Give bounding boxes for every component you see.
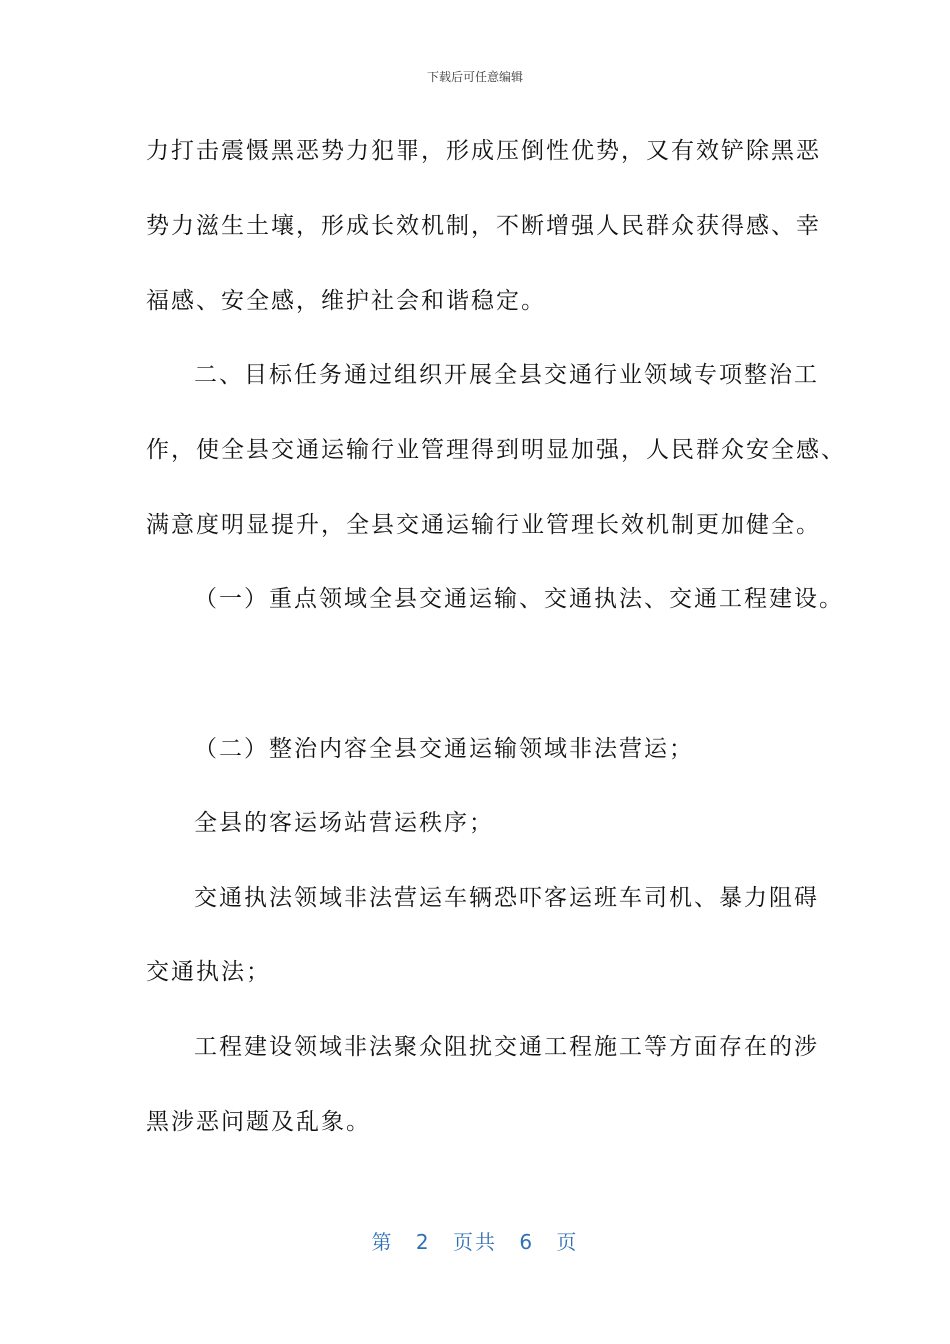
body-line-12: 工程建设领域非法聚众阻扰交通工程施工等方面存在的涉 — [194, 1034, 819, 1060]
body-line-9: 全县的客运场站营运秩序； — [194, 810, 494, 836]
body-line-13: 黑涉恶问题及乱象。 — [146, 1109, 371, 1135]
body-line-10: 交通执法领域非法营运车辆恐吓客运班车司机、暴力阻碍 — [194, 885, 819, 911]
page-number: 第 2 页共 6 页 — [371, 1230, 579, 1254]
body-line-2: 势力滋生土壤，形成长效机制，不断增强人民群众获得感、幸 — [146, 213, 821, 239]
body-line-11: 交通执法； — [146, 959, 271, 985]
body-line-6: 满意度明显提升，全县交通运输行业管理长效机制更加健全。 — [146, 512, 821, 538]
body-line-1: 力打击震慑黑恶势力犯罪，形成压倒性优势，又有效铲除黑恶 — [146, 138, 821, 164]
body-line-3: 福感、安全感，维护社会和谐稳定。 — [146, 288, 546, 314]
body-line-5: 作，使全县交通运输行业管理得到明显加强，人民群众安全感、 — [146, 437, 846, 463]
subsection-heading-2: （二）整治内容全县交通运输领域非法营运； — [194, 736, 694, 762]
header-note: 下载后可任意编辑 — [426, 70, 523, 84]
subsection-heading-1: （一）重点领域全县交通运输、交通执法、交通工程建设。 — [194, 586, 844, 612]
section-heading-2: 二、目标任务通过组织开展全县交通行业领域专项整治工 — [194, 362, 819, 388]
